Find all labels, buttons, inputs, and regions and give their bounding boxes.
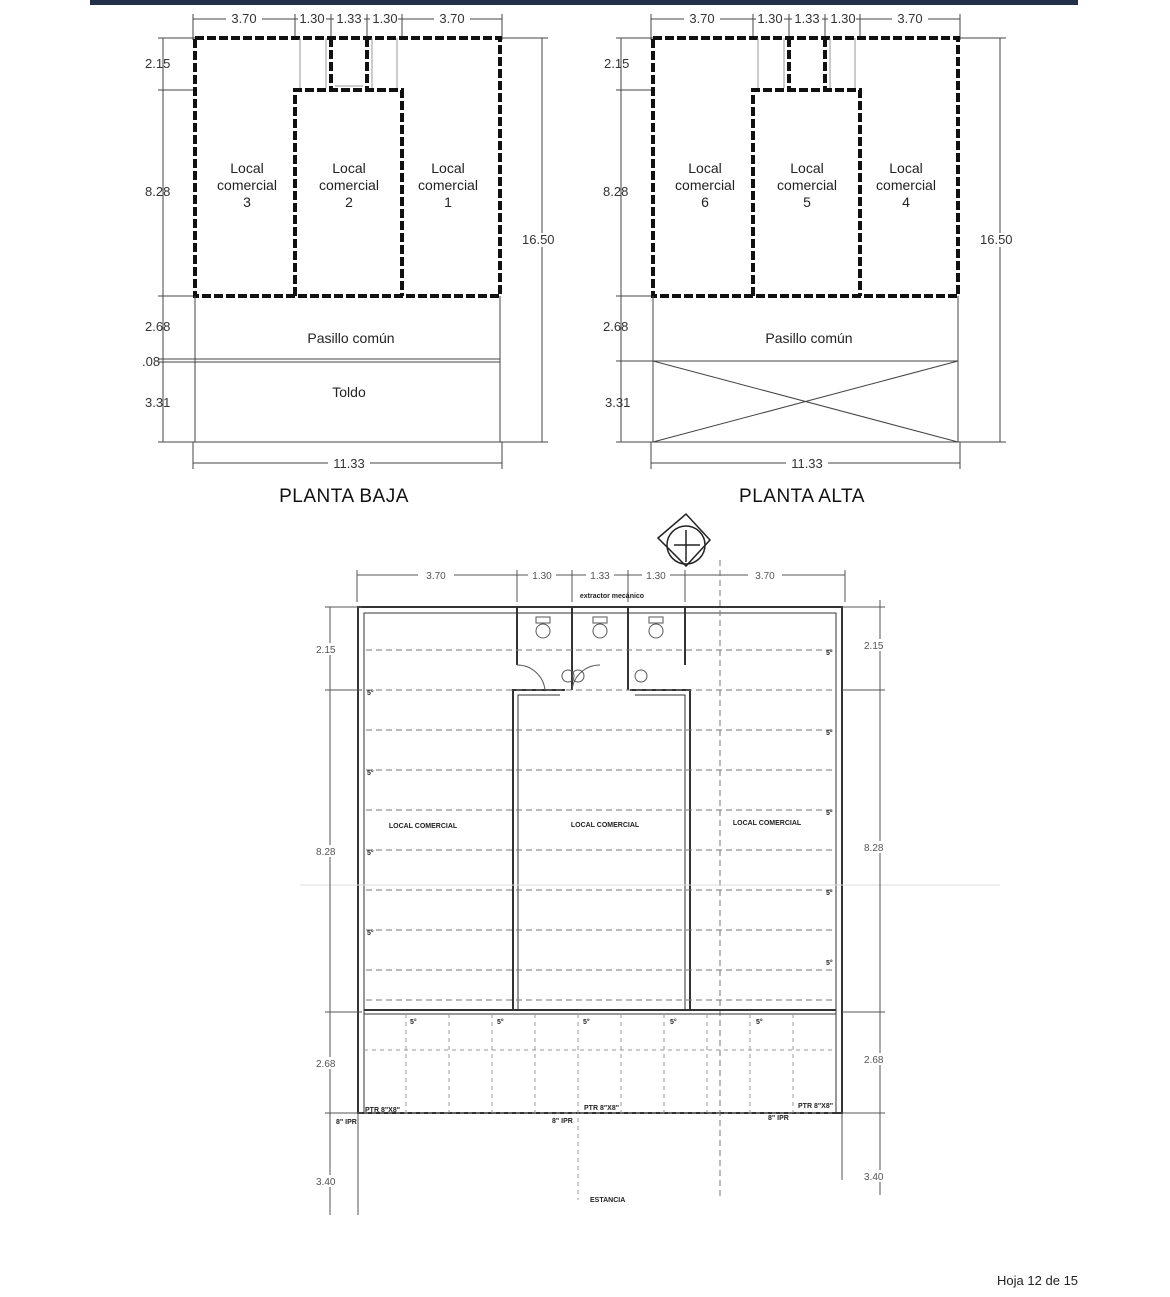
room-label-4-line2: comercial bbox=[876, 177, 936, 193]
room-label-2-line2: comercial bbox=[319, 177, 379, 193]
north-arrow-icon bbox=[658, 514, 710, 566]
dim-left-1: 2.15 bbox=[145, 56, 171, 71]
detail-dim-5: 3.70 bbox=[755, 571, 775, 582]
room-label-5-line2: comercial bbox=[777, 177, 837, 193]
slope-mark: 5° bbox=[756, 1019, 763, 1026]
detail-right-dim: 2.68 bbox=[864, 1055, 884, 1066]
slope-mark: 5° bbox=[410, 1019, 417, 1026]
detail-room-label: LOCAL COMERCIAL bbox=[732, 820, 802, 827]
room-label-2-line1: Local bbox=[332, 160, 366, 176]
dim-left-4: .08 bbox=[142, 354, 161, 369]
plan-title-baja: PLANTA BAJA bbox=[279, 486, 409, 507]
dim-left-4: 3.31 bbox=[605, 395, 631, 410]
detail-room-label: LOCAL COMERCIAL bbox=[388, 823, 458, 830]
dim-left-1: 2.15 bbox=[604, 56, 630, 71]
detail-room-label: LOCAL COMERCIAL bbox=[570, 822, 640, 829]
room-label-6-line2: comercial bbox=[675, 177, 735, 193]
detail-left-dim: 8.28 bbox=[316, 847, 336, 858]
detail-right-dim: 2.15 bbox=[864, 641, 884, 652]
slope-mark: 5° bbox=[583, 1019, 590, 1026]
slope-mark: 5° bbox=[497, 1019, 504, 1026]
slope-mark: 5° bbox=[826, 650, 833, 657]
slope-mark: 5° bbox=[670, 1019, 677, 1026]
dim-top-3: 1.33 bbox=[336, 11, 362, 26]
page-label: Hoja bbox=[997, 1273, 1024, 1288]
ptr-label: PTR 8"X8" bbox=[584, 1105, 620, 1112]
room-label-4-line1: Local bbox=[889, 160, 923, 176]
dim-top-2: 1.30 bbox=[299, 11, 325, 26]
slope-mark: 5° bbox=[367, 850, 374, 857]
dim-total-height: 16.50 bbox=[980, 232, 1013, 247]
slope-mark: 5° bbox=[367, 770, 374, 777]
slope-mark: 5° bbox=[826, 810, 833, 817]
planta-alta bbox=[603, 11, 1020, 507]
planta-baja bbox=[142, 11, 562, 507]
detail-plan bbox=[300, 514, 1000, 1215]
dim-left-3: 2.68 bbox=[603, 319, 629, 334]
dim-top-4: 1.30 bbox=[372, 11, 398, 26]
room-label-3-line3: 3 bbox=[243, 194, 251, 210]
room-label-1-line1: Local bbox=[431, 160, 465, 176]
room-label-1-line3: 1 bbox=[444, 194, 452, 210]
page-of: de bbox=[1045, 1273, 1060, 1288]
page-total: 15 bbox=[1063, 1273, 1079, 1288]
ipr-label: 8" IPR bbox=[768, 1115, 789, 1122]
detail-left-dim: 3.40 bbox=[316, 1177, 336, 1188]
dim-top-3: 1.33 bbox=[794, 11, 820, 26]
room-label-6-line1: Local bbox=[688, 160, 722, 176]
room-label-3-line1: Local bbox=[230, 160, 264, 176]
slope-mark: 5° bbox=[367, 930, 374, 937]
corridor-label: Pasillo común bbox=[307, 330, 395, 346]
slope-mark: 5° bbox=[826, 890, 833, 897]
ipr-label: 8" IPR bbox=[552, 1118, 573, 1125]
room-label-1-line2: comercial bbox=[418, 177, 478, 193]
slope-mark: 5° bbox=[826, 730, 833, 737]
detail-dim-2: 1.30 bbox=[532, 571, 552, 582]
awning-label: Toldo bbox=[332, 384, 366, 400]
ptr-label: PTR 8"X8" bbox=[365, 1107, 401, 1114]
detail-dim-4: 1.30 bbox=[646, 571, 666, 582]
room-label-2-line3: 2 bbox=[345, 194, 353, 210]
dim-top-4: 1.30 bbox=[830, 11, 856, 26]
dim-total-height: 16.50 bbox=[522, 232, 555, 247]
dim-left-2: 8.28 bbox=[145, 184, 171, 199]
ptr-label: PTR 8"X8" bbox=[798, 1103, 834, 1110]
dim-left-2: 8.28 bbox=[603, 184, 629, 199]
ipr-label: 8" IPR bbox=[336, 1119, 357, 1126]
room-label-5-line3: 5 bbox=[803, 194, 811, 210]
slope-mark: 5° bbox=[367, 690, 374, 697]
corridor-label: Pasillo común bbox=[765, 330, 853, 346]
estancia-label: ESTANCIA bbox=[590, 1197, 626, 1204]
dim-left-5: 3.31 bbox=[145, 395, 171, 410]
detail-left-dim: 2.68 bbox=[316, 1059, 336, 1070]
dim-top-2: 1.30 bbox=[757, 11, 783, 26]
extractor-label: extractor mecánico bbox=[579, 593, 645, 600]
detail-right-dim: 3.40 bbox=[864, 1172, 884, 1183]
detail-left-dim: 2.15 bbox=[316, 645, 336, 656]
detail-right-dim: 8.28 bbox=[864, 843, 884, 854]
dim-top-5: 3.70 bbox=[897, 11, 923, 26]
dim-top-1: 3.70 bbox=[231, 11, 257, 26]
dim-top-5: 3.70 bbox=[439, 11, 465, 26]
dim-top-1: 3.70 bbox=[689, 11, 715, 26]
detail-dim-1: 3.70 bbox=[426, 571, 446, 582]
plan-title-alta: PLANTA ALTA bbox=[739, 486, 865, 507]
slope-mark: 5° bbox=[826, 960, 833, 967]
dim-total-width: 11.33 bbox=[333, 456, 365, 471]
room-label-4-line3: 4 bbox=[902, 194, 910, 210]
dim-left-3: 2.68 bbox=[145, 319, 171, 334]
room-label-6-line3: 6 bbox=[701, 194, 709, 210]
room-label-5-line1: Local bbox=[790, 160, 824, 176]
page-current: 12 bbox=[1027, 1273, 1042, 1288]
page-number bbox=[997, 1273, 1078, 1288]
room-label-3-line2: comercial bbox=[217, 177, 277, 193]
dim-total-width: 11.33 bbox=[791, 456, 823, 471]
detail-dim-3: 1.33 bbox=[590, 571, 610, 582]
